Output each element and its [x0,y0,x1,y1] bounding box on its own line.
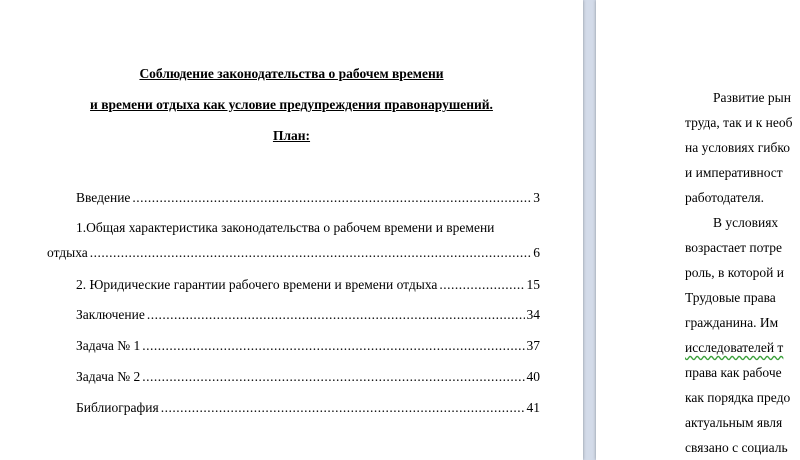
toc-entry-label-continued: отдыха [47,245,88,260]
toc-leader-dots [161,400,525,416]
toc-entry-page: 40 [526,369,540,384]
toc-entry-page: 6 [533,245,540,260]
plan-heading: План: [272,128,311,143]
body-text-line: и императивност [685,165,783,180]
body-text-line: как порядка предо [685,390,791,405]
toc-entry-label: 2. Юридические гарантии рабочего времени и времени отдыха [76,277,438,292]
toc-leader-dots [147,307,525,323]
body-text-line: труда, так и к необ [685,115,793,130]
toc-entry-label: Задача № 1 [76,338,141,353]
body-text-line: Развитие рын [713,90,791,105]
title-line-1: Соблюдение законодательства о рабочем времени [139,66,444,81]
body-text-line: Трудовые права [685,290,776,305]
toc-entry-page: 34 [526,307,540,322]
body-text-line: работодателя. [685,190,764,205]
toc-entry-label: Введение [76,190,131,205]
toc-leader-dots [142,338,524,354]
toc-entry-label: 1.Общая характеристика законодательства о рабочем времени и времени [76,220,495,235]
toc-entry-task-1 [76,338,540,354]
title-line-2: и времени отдыха как условие предупреждения правонарушений. [90,97,493,112]
body-text-line-spellcheck: исследователей т [685,340,784,355]
toc-entry-conclusion [76,307,540,323]
toc-entry-label: Библиография [76,400,159,415]
toc-leader-dots [439,277,524,293]
toc-entry-section-1-continued [47,245,540,261]
toc-leader-dots [90,245,531,261]
body-text-line: связано с социаль [685,440,788,455]
toc-entry-label: Заключение [76,307,145,322]
toc-entry-section-2 [76,277,540,293]
toc-entry-label: Задача № 2 [76,369,141,384]
body-text-line: актуальным явля [685,415,783,430]
toc-entry-page: 3 [533,190,540,205]
toc-entry-task-2 [76,369,540,385]
toc-leader-dots [142,369,524,385]
toc-entry-section-1 [76,220,540,236]
body-text-line: права как рабоче [685,365,782,380]
toc-leader-dots [132,190,531,206]
toc-entry-page: 37 [526,338,540,353]
document-page-right [596,0,800,460]
body-text-line: возрастает потре [685,240,783,255]
body-text-line: роль, в которой и [685,265,784,280]
toc-entry-page: 41 [526,400,540,415]
body-text-line: гражданина. Им [685,315,779,330]
toc-entry-introduction [76,190,540,206]
body-text-line: В условиях [713,215,779,230]
toc-entry-page: 15 [526,277,540,292]
toc-entry-bibliography [76,400,540,416]
body-text-line: на условиях гибко [685,140,791,155]
